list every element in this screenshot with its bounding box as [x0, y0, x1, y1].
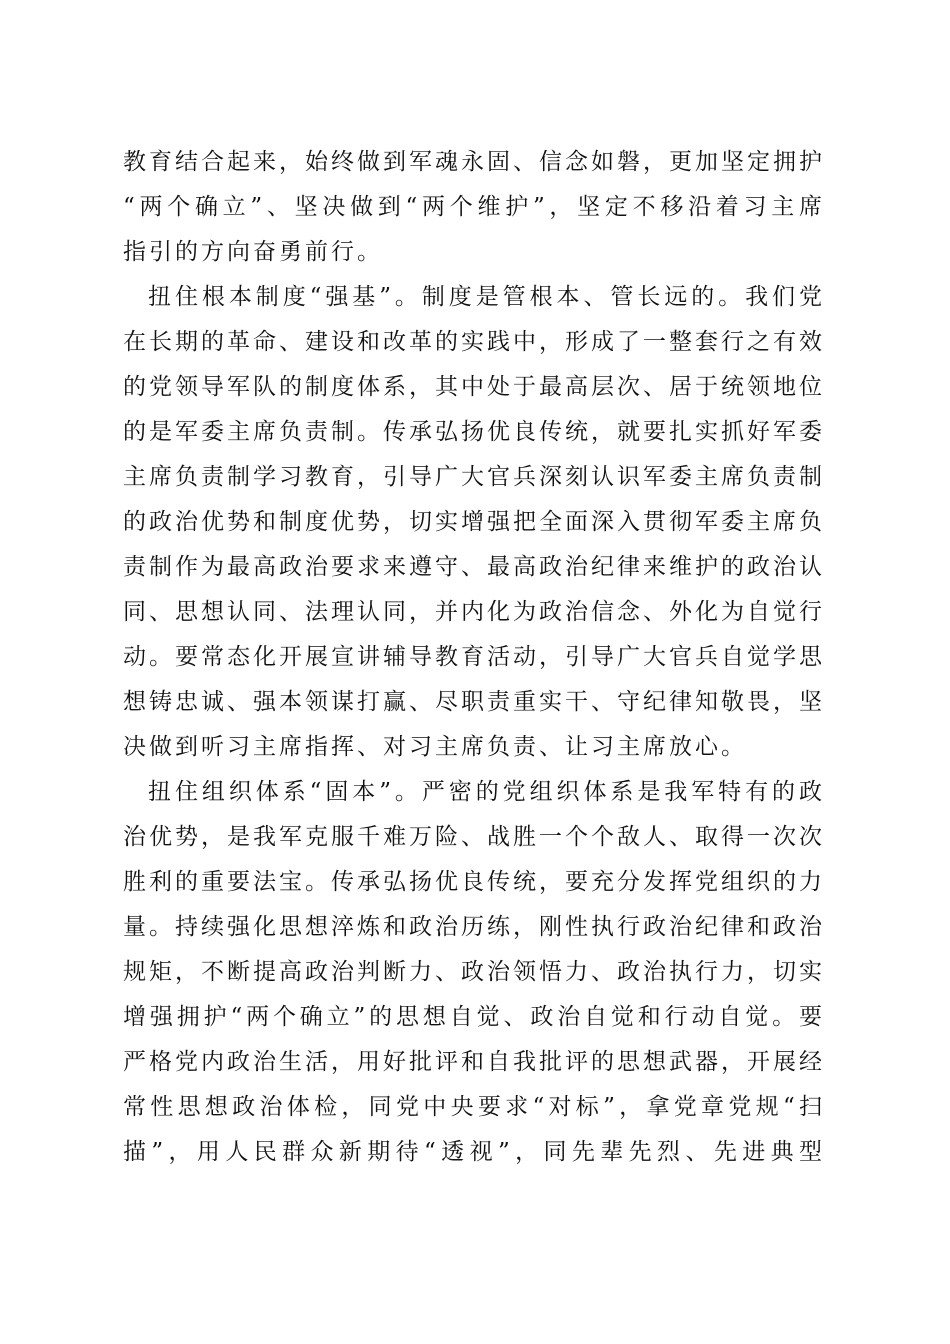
- text-line: 增强拥护“两个确立”的思想自觉、政治自觉和行动自觉。要: [123, 1004, 823, 1030]
- paragraph-fundamental-system: [123, 275, 823, 770]
- document-body: [123, 140, 823, 1175]
- text-line: 的是军委主席负责制。传承弘扬优良传统，就要扎实抓好军委: [123, 419, 823, 445]
- text-line: 的党领导军队的制度体系，其中处于最高层次、居于统领地位: [123, 374, 823, 400]
- text-line: 严格党内政治生活，用好批评和自我批评的思想武器，开展经: [123, 1049, 823, 1075]
- paragraph-continuation: [123, 140, 823, 275]
- paragraph-organization-system: [123, 770, 823, 1175]
- text-line: 责制作为最高政治要求来遵守、最高政治纪律来维护的政治认: [123, 554, 823, 580]
- text-line: 在长期的革命、建设和改革的实践中，形成了一整套行之有效: [123, 329, 823, 355]
- text-line: 决做到听习主席指挥、对习主席负责、让习主席放心。: [123, 734, 747, 760]
- text-line: 的政治优势和制度优势，切实增强把全面深入贯彻军委主席负: [123, 509, 823, 535]
- text-line: 量。持续强化思想淬炼和政治历练，刚性执行政治纪律和政治: [123, 914, 823, 940]
- text-line: 治优势，是我军克服千难万险、战胜一个个敌人、取得一次次: [123, 824, 823, 850]
- text-line: 扭住根本制度“强基”。制度是管根本、管长远的。我们党: [148, 284, 823, 310]
- text-line: 想铸忠诚、强本领谋打赢、尽职责重实干、守纪律知敬畏，坚: [123, 689, 823, 715]
- text-line: 扭住组织体系“固本”。严密的党组织体系是我军特有的政: [148, 779, 823, 805]
- text-line: 常性思想政治体检，同党中央要求“对标”，拿党章党规“扫: [123, 1094, 823, 1120]
- text-line: 规矩，不断提高政治判断力、政治领悟力、政治执行力，切实: [123, 959, 823, 985]
- text-line: 描”，用人民群众新期待“透视”，同先辈先烈、先进典型: [123, 1139, 823, 1165]
- text-line: 指引的方向奋勇前行。: [123, 239, 383, 265]
- text-line: 胜利的重要法宝。传承弘扬优良传统，要充分发挥党组织的力: [123, 869, 823, 895]
- text-line: “两个确立”、坚决做到“两个维护”，坚定不移沿着习主席: [123, 194, 823, 220]
- text-line: 主席负责制学习教育，引导广大官兵深刻认识军委主席负责制: [123, 464, 823, 490]
- text-line: 同、思想认同、法理认同，并内化为政治信念、外化为自觉行: [123, 599, 823, 625]
- text-line: 动。要常态化开展宣讲辅导教育活动，引导广大官兵自觉学思: [123, 644, 823, 670]
- text-line: 教育结合起来，始终做到军魂永固、信念如磐，更加坚定拥护: [123, 149, 823, 175]
